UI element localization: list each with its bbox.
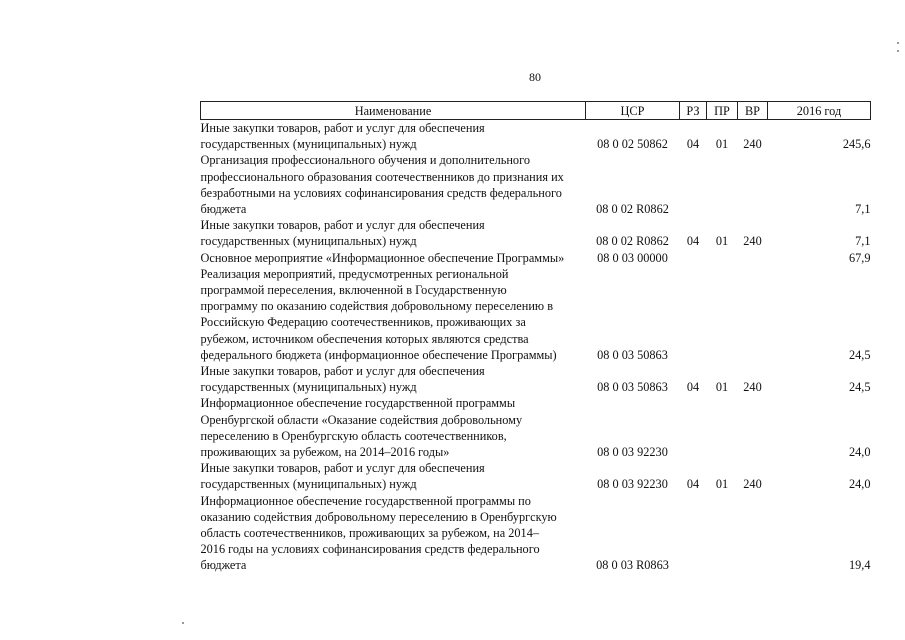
row-pr — [707, 152, 738, 217]
row-csr: 08 0 03 50863 — [597, 380, 668, 395]
row-csr: 08 0 02 50862 — [597, 137, 668, 152]
row-name-line: область соотечественников, проживающих за рубежом, на 2014– — [200, 526, 540, 541]
row-rz: 04 — [686, 234, 700, 249]
header-year: 2016 год — [768, 102, 871, 120]
row-name-line: Оренбургской области «Оказание содействия добровольному — [200, 412, 523, 427]
row-rz — [680, 395, 707, 460]
row-rz — [680, 250, 707, 266]
table-row — [201, 120, 871, 153]
table-row — [201, 217, 871, 249]
header-csr: ЦСР — [586, 102, 680, 120]
row-name-line: бюджета — [200, 558, 247, 573]
row-name-line: программой переселения, включенной в Государственную — [200, 283, 507, 298]
row-vr — [738, 152, 768, 217]
row-name-line: проживающих за рубежом, на 2014–2016 годы» — [200, 445, 450, 460]
header-pr: ПР — [707, 102, 738, 120]
scan-mark — [182, 622, 184, 624]
table-row — [201, 460, 871, 492]
row-amount: 24,5 — [848, 347, 871, 362]
row-amount: 67,9 — [848, 250, 871, 265]
row-pr: 01 — [715, 137, 729, 152]
table-row — [201, 152, 871, 217]
table-row — [201, 395, 871, 460]
row-pr — [707, 493, 738, 574]
row-pr — [707, 266, 738, 363]
table-row — [201, 266, 871, 363]
row-name-line: государственных (муниципальных) нужд — [200, 234, 417, 249]
row-rz: 04 — [686, 380, 700, 395]
row-name — [201, 363, 586, 395]
row-pr: 01 — [715, 234, 729, 249]
page-number: 80 — [529, 70, 541, 84]
row-amount: 7,1 — [855, 234, 871, 249]
row-amount: 24,0 — [848, 445, 871, 460]
row-amount: 245,6 — [842, 137, 871, 152]
row-name — [201, 266, 586, 363]
row-name-line: Российскую Федерацию соотечественников, проживающих за — [200, 315, 526, 330]
row-csr: 08 0 03 R0863 — [596, 558, 669, 573]
row-csr: 08 0 03 00000 — [597, 250, 668, 265]
row-name-line: государственных (муниципальных) нужд — [200, 477, 417, 492]
row-name-line: Информационное обеспечение государственной программы — [200, 396, 516, 411]
row-name-line: Иные закупки товаров, работ и услуг для обеспечения — [200, 461, 485, 476]
row-csr: 08 0 03 50863 — [597, 347, 668, 362]
row-vr — [738, 493, 768, 574]
row-name — [201, 217, 586, 249]
row-name-line: Иные закупки товаров, работ и услуг для обеспечения — [200, 364, 485, 379]
row-vr: 240 — [743, 380, 762, 395]
row-name-line: оказанию содействия добровольному переселению в Оренбургскую — [200, 509, 557, 524]
scan-mark — [897, 50, 899, 52]
row-pr — [707, 250, 738, 266]
table-row — [201, 363, 871, 395]
header-rz: РЗ — [680, 102, 707, 120]
row-vr — [738, 266, 768, 363]
budget-table — [200, 101, 871, 574]
row-csr: 08 0 02 R0862 — [596, 234, 669, 249]
row-name — [201, 120, 586, 153]
row-vr: 240 — [743, 234, 762, 249]
row-vr — [738, 395, 768, 460]
row-name-line: Основное мероприятие «Информационное обеспечение Программы» — [200, 250, 565, 265]
row-amount: 24,0 — [848, 477, 871, 492]
row-name-line: рубежом, источником обеспечения которых являются средства — [200, 331, 529, 346]
row-rz — [680, 266, 707, 363]
table-row — [201, 493, 871, 574]
row-csr: 08 0 03 92230 — [597, 445, 668, 460]
row-name-line: безработными на условиях софинансирования средств федерального — [200, 185, 562, 200]
row-vr: 240 — [743, 137, 762, 152]
row-name — [201, 395, 586, 460]
table-header-row — [201, 102, 871, 120]
row-name-line: государственных (муниципальных) нужд — [200, 380, 417, 395]
row-csr: 08 0 03 92230 — [597, 477, 668, 492]
row-rz — [680, 493, 707, 574]
row-name-line: Реализация мероприятий, предусмотренных региональной — [200, 266, 509, 281]
row-name-line: государственных (муниципальных) нужд — [200, 137, 417, 152]
row-rz: 04 — [686, 137, 700, 152]
row-name-line: переселению в Оренбургскую область соотечественников, — [200, 428, 507, 443]
row-name-line: Иные закупки товаров, работ и услуг для обеспечения — [200, 121, 485, 135]
scan-mark — [897, 42, 899, 44]
table-row — [201, 250, 871, 266]
row-vr — [738, 250, 768, 266]
row-pr — [707, 395, 738, 460]
row-amount: 19,4 — [848, 558, 871, 573]
row-name — [201, 250, 586, 266]
row-pr: 01 — [715, 477, 729, 492]
row-vr: 240 — [743, 477, 762, 492]
row-name-line: 2016 годы на условиях софинансирования средств федерального — [200, 542, 540, 557]
row-name-line: федерального бюджета (информационное обеспечение Программы) — [200, 347, 557, 362]
row-pr: 01 — [715, 380, 729, 395]
header-vr: ВР — [738, 102, 768, 120]
row-name — [201, 460, 586, 492]
row-amount: 7,1 — [855, 202, 871, 217]
row-rz: 04 — [686, 477, 700, 492]
row-name — [201, 152, 586, 217]
row-name-line: бюджета — [200, 202, 247, 217]
row-rz — [680, 152, 707, 217]
row-amount: 24,5 — [848, 380, 871, 395]
row-name-line: Информационное обеспечение государственной программы по — [200, 493, 531, 508]
row-name-line: программу по оказанию содействия добровольному переселению в — [200, 299, 553, 314]
table-body — [201, 120, 871, 574]
header-name: Наименование — [201, 102, 586, 120]
row-name-line: Организация профессионального обучения и дополнительного — [200, 153, 530, 168]
row-csr: 08 0 02 R0862 — [596, 202, 669, 217]
row-name-line: Иные закупки товаров, работ и услуг для обеспечения — [200, 218, 485, 233]
row-name — [201, 493, 586, 574]
row-name-line: профессионального образования соотечественников до признания их — [200, 169, 564, 184]
